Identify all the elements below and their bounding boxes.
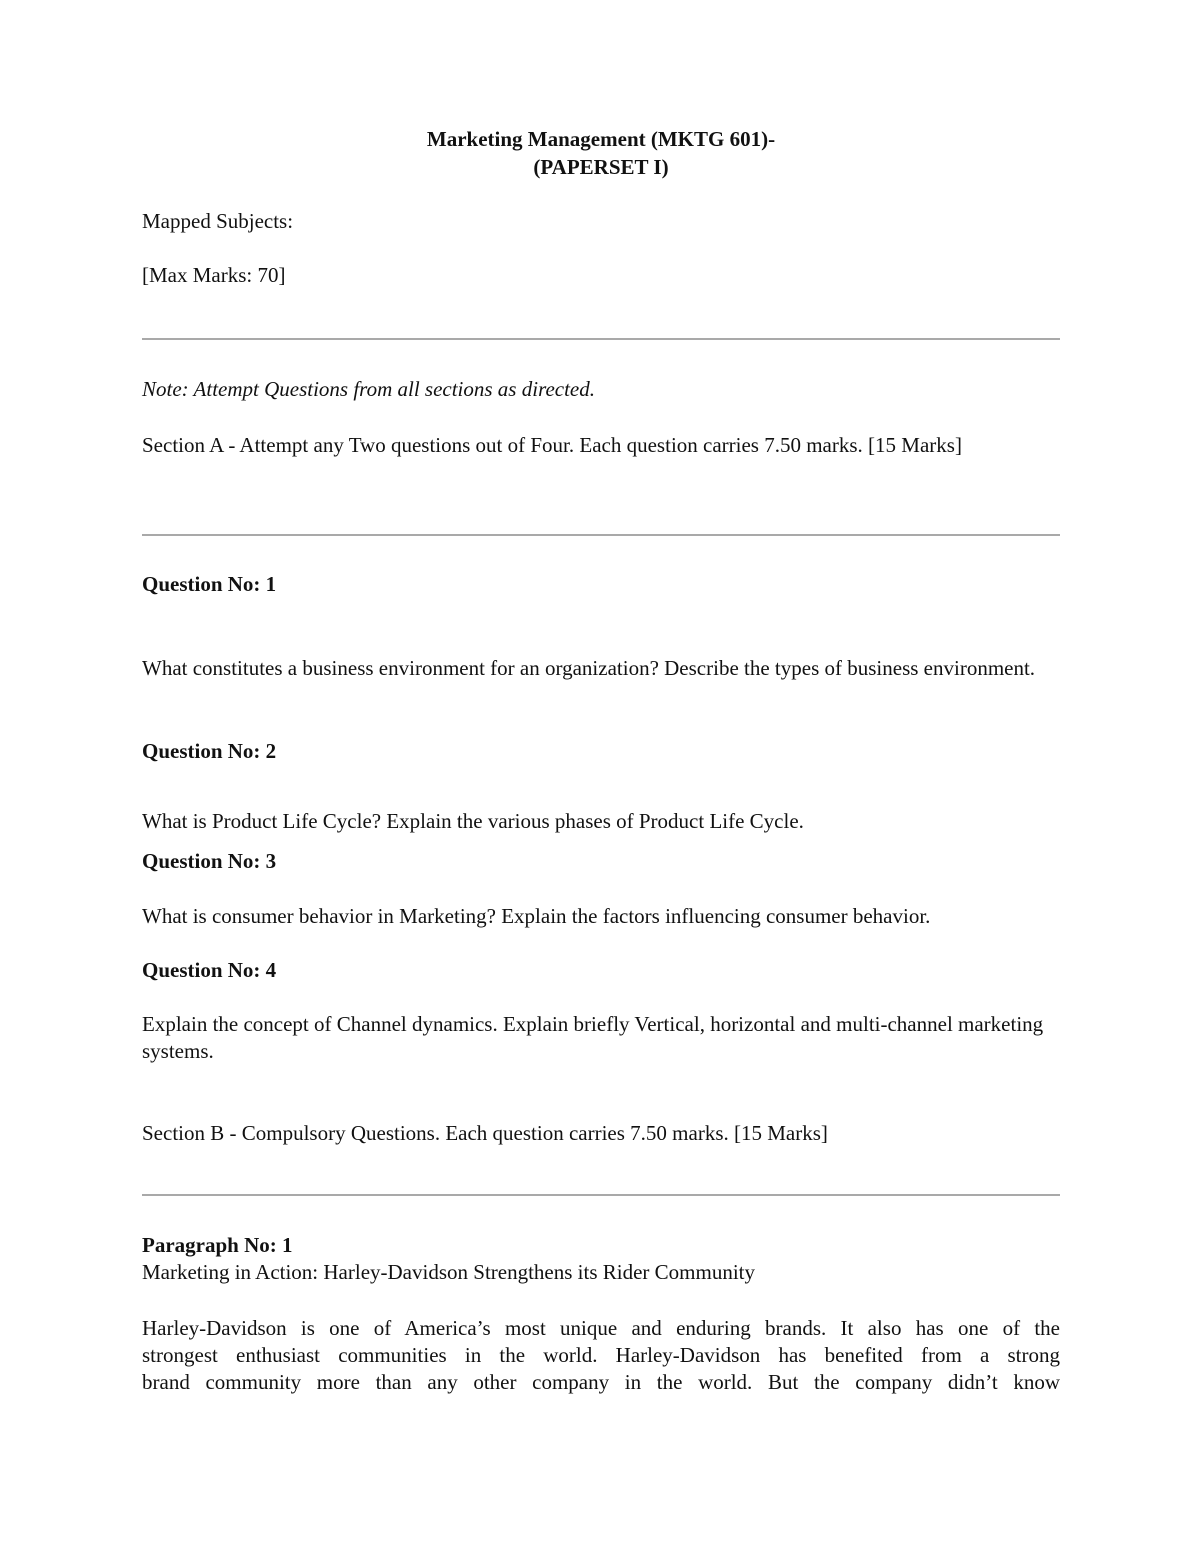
paragraph-1-body-line: brand community more than any other company in the world. But the company didn’t know bbox=[142, 1370, 1060, 1394]
question-1-heading: Question No: 1 bbox=[142, 572, 277, 596]
question-3-text: What is consumer behavior in Marketing? Explain the factors influencing consumer behavior. bbox=[142, 904, 931, 928]
divider-2 bbox=[142, 534, 1060, 536]
divider-3 bbox=[142, 1194, 1060, 1196]
document-title: Marketing Management (MKTG 601)- bbox=[426, 127, 776, 151]
question-4-heading: Question No: 4 bbox=[142, 958, 277, 982]
section-b-instructions: Section B - Compulsory Questions. Each question carries 7.50 marks. [15 Marks] bbox=[142, 1121, 828, 1145]
paragraph-1-body-line: Harley-Davidson is one of America’s most unique and enduring brands. It also has one of the bbox=[142, 1316, 1060, 1340]
paper-set-label: (PAPERSET I) bbox=[533, 155, 669, 179]
paragraph-1-body-line: strongest enthusiast communities in the world. Harley-Davidson has benefited from a strong bbox=[142, 1343, 1060, 1367]
max-marks-label: [Max Marks: 70] bbox=[142, 263, 286, 287]
paragraph-1-heading: Paragraph No: 1 bbox=[142, 1233, 293, 1257]
paragraph-1-subtitle: Marketing in Action: Harley-Davidson Strengthens its Rider Community bbox=[142, 1260, 756, 1284]
mapped-subjects-label: Mapped Subjects: bbox=[142, 209, 294, 233]
question-4-text: Explain the concept of Channel dynamics. Explain briefly Vertical, horizontal and multi-channel marketing systems. bbox=[142, 1012, 1044, 1063]
question-1-text: What constitutes a business environment for an organization? Describe the types of business environment. bbox=[142, 656, 1036, 680]
question-3-heading: Question No: 3 bbox=[142, 849, 277, 873]
section-a-instructions: Section A - Attempt any Two questions out of Four. Each question carries 7.50 marks. [15 Marks] bbox=[142, 433, 962, 457]
question-2-text: What is Product Life Cycle? Explain the various phases of Product Life Cycle. bbox=[142, 809, 804, 833]
instructions-note: Note: Attempt Questions from all sections as directed. bbox=[142, 377, 596, 401]
divider-1 bbox=[142, 338, 1060, 340]
question-2-heading: Question No: 2 bbox=[142, 739, 277, 763]
